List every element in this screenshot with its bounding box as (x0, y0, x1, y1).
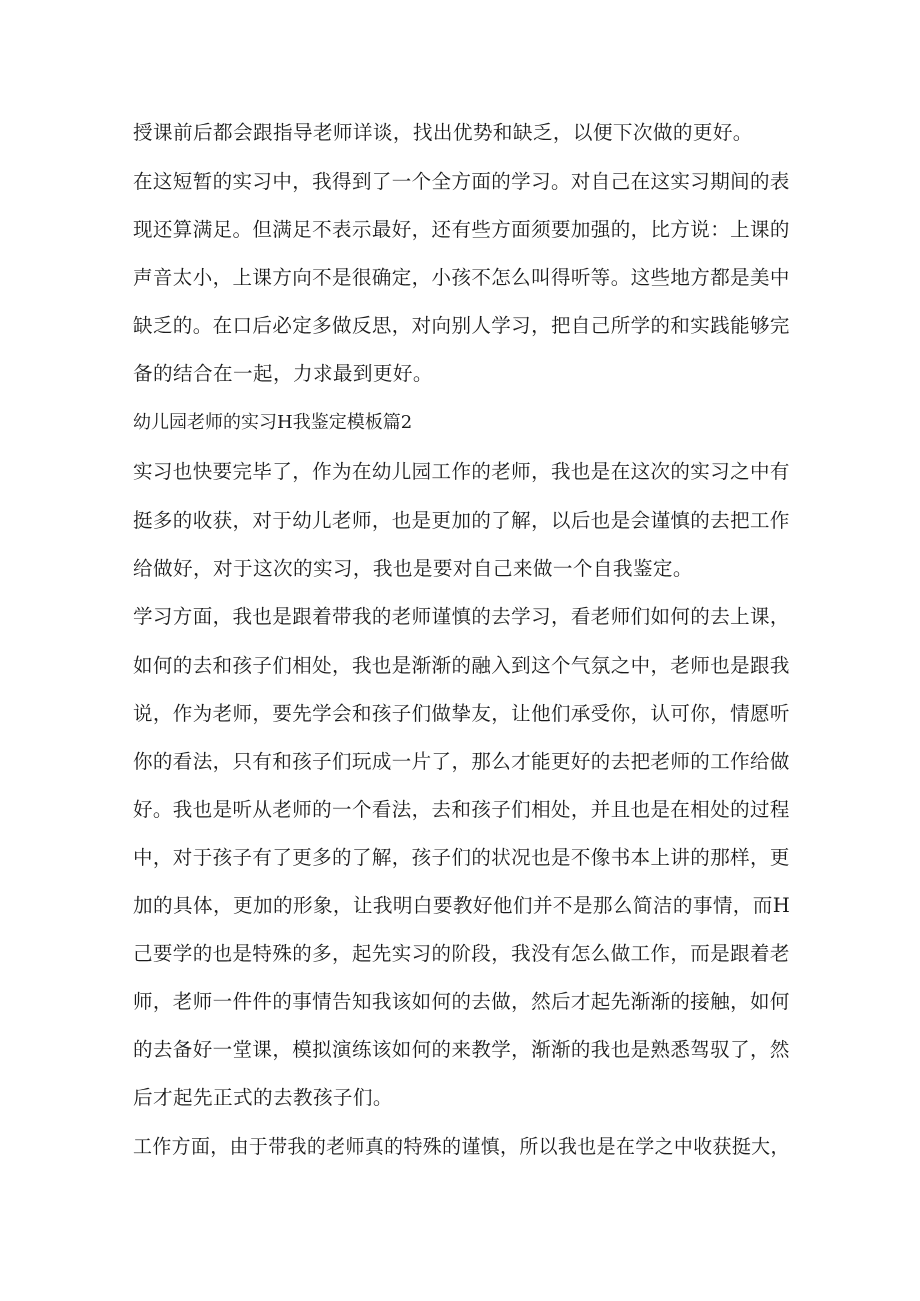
text-line-1: 授课前后都会跟指导老师详谈，找出优势和缺乏，以便下次做的更好。 (133, 121, 753, 144)
text-line-8: 挺多的收获，对于幼儿老师，也是更加的了解，以后也是会谨慎的去把工作 (133, 509, 790, 532)
text-line-11: 如何的去和孩子们相处，我也是渐渐的融入到这个气氛之中，老师也是跟我 (133, 654, 790, 677)
text-line-2: 在这短暂的实习中，我得到了一个全方面的学习。对自己在这实习期间的表 (133, 170, 790, 193)
text-line-6: 备的结合在一起，力求最到更好。 (133, 362, 433, 385)
text-line-16: 加的具体，更加的形象，让我明白要教好他们并不是那么简洁的事情，而H (133, 894, 791, 917)
text-line-14: 好。我也是听从老师的一个看法，去和孩子们相处，并且也是在相处的过程 (133, 798, 790, 821)
text-line-3: 现还算满足。但满足不表示最好，还有些方面须要加强的，比方说：上课的 (133, 218, 790, 241)
text-line-18: 师，老师一件件的事情告知我该如何的去做，然后才起先渐渐的接触，如何 (133, 990, 790, 1013)
section-heading: 幼儿园老师的实习H我鉴定模板篇2 (133, 412, 413, 433)
text-line-7: 实习也快要完毕了，作为在幼儿园工作的老师，我也是在这次的实习之中有 (133, 460, 790, 483)
text-line-15: 中，对于孩子有了更多的了解，孩子们的状况也是不像书本上讲的那样，更 (133, 846, 790, 869)
text-line-13: 你的看法，只有和孩子们玩成一片了，那么才能更好的去把老师的工作给做 (133, 750, 790, 773)
text-line-20: 后才起先正式的去教孩子们。 (133, 1086, 393, 1109)
text-line-21: 工作方面，由于带我的老师真的特殊的谨慎，所以我也是在学之中收获挺大， (133, 1135, 790, 1158)
text-line-5: 缺乏的。在口后必定多做反思，对向别人学习，把自己所学的和实践能够完 (133, 314, 790, 337)
text-line-19: 的去备好一堂课，模拟演练该如何的来教学，渐渐的我也是熟悉驾驭了，然 (133, 1038, 790, 1061)
text-line-17: 己要学的也是特殊的多，起先实习的阶段，我没有怎么做工作，而是跟着老 (133, 942, 790, 965)
text-line-4: 声音太小，上课方向不是很确定，小孩不怎么叫得听等。这些地方都是美中 (133, 266, 790, 289)
text-line-12: 说，作为老师，要先学会和孩子们做挚友，让他们承受你，认可你，情愿听 (133, 702, 790, 725)
text-line-9: 给做好，对于这次的实习，我也是要对自己来做一个自我鉴定。 (133, 557, 693, 580)
text-line-10: 学习方面，我也是跟着带我的老师谨慎的去学习，看老师们如何的去上课， (133, 605, 790, 628)
